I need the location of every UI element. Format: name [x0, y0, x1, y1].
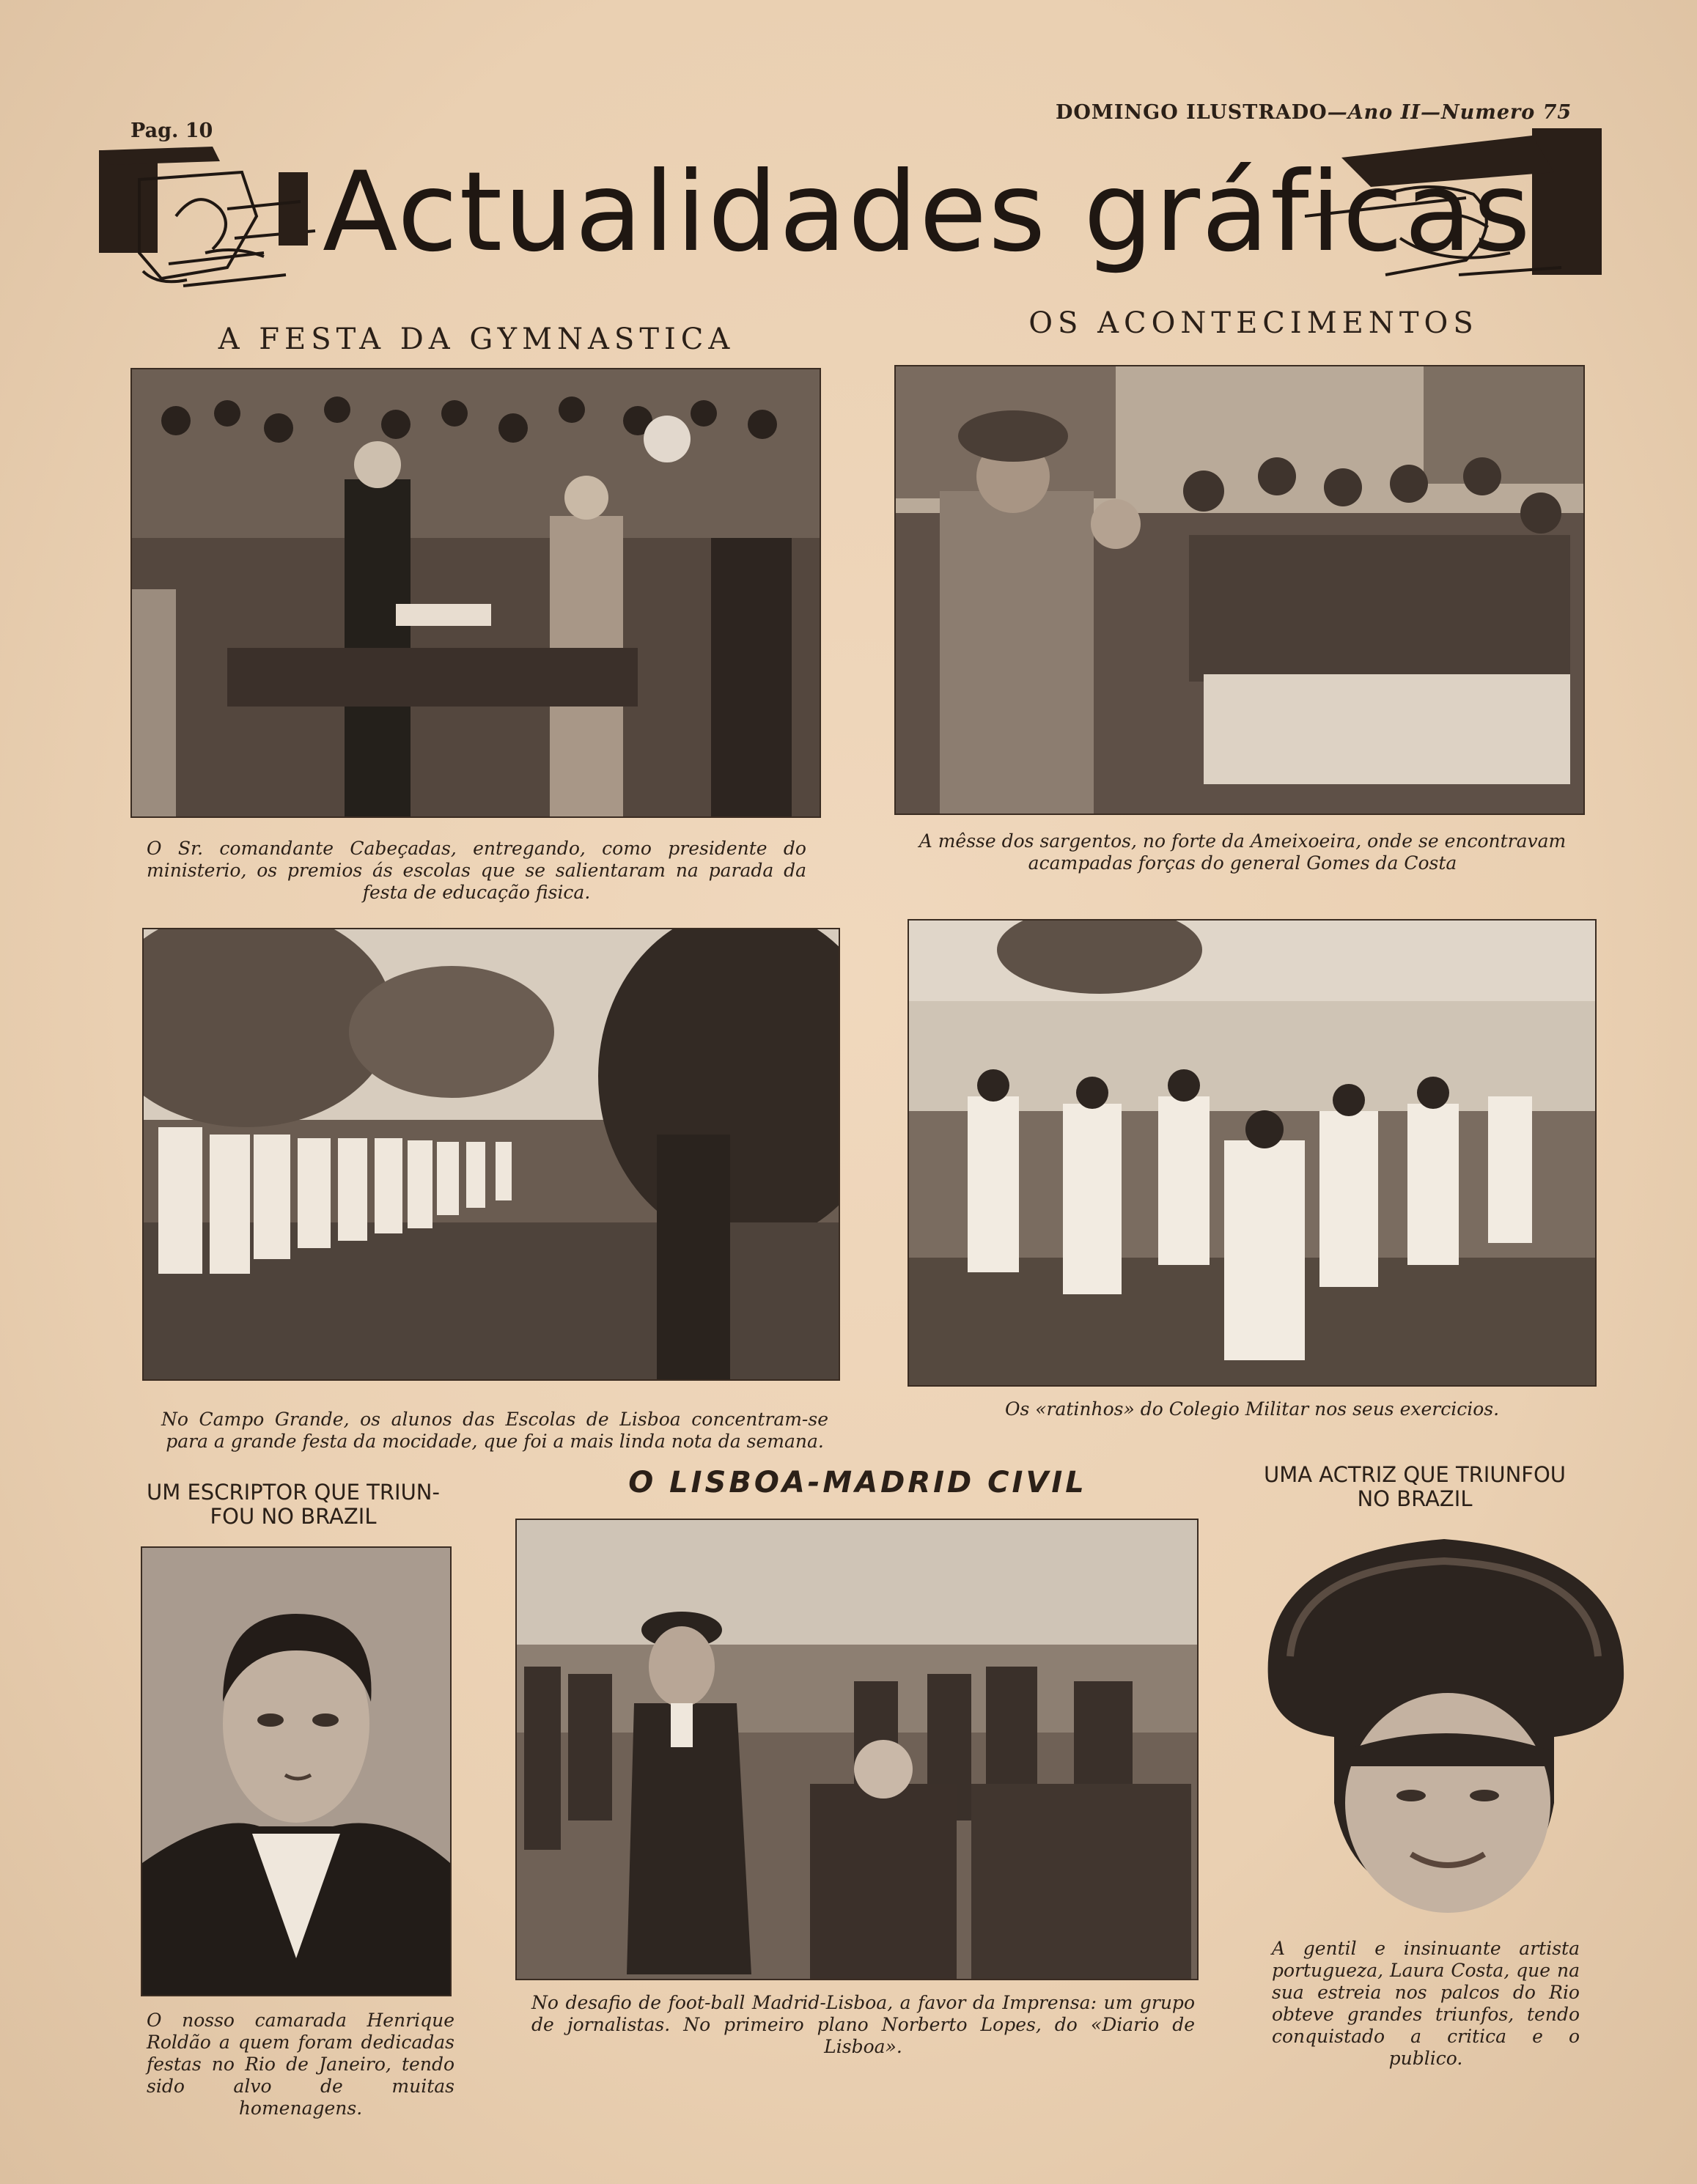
actress-head	[1232, 1463, 1598, 1511]
caption-sergeants-meal: A mêsse dos sargentos, no forte da Ameixoeira, onde se encontravam acampadas forças do general Gomes da Costa	[919, 830, 1567, 874]
photo-laura-costa	[1246, 1510, 1642, 1920]
caption-laura-costa: A gentil e insinuante artista portugueza, Laura Costa, que na sua estreia nos palcos do Rio obteve grandes triunfos, tendo conquistado a critica e o publico.	[1272, 1938, 1580, 2069]
caption-campo-grande: No Campo Grande, os alunos das Escolas de Lisboa concentram-se para a grande festa da mocidade, que foi a mais linda nota da semana.	[161, 1409, 828, 1452]
caption-henrique-roldao: O nosso camarada Henrique Roldão a quem foram dedicadas festas no Rio de Janeiro, tendo sido alvo de muitas homenagens.	[147, 2010, 454, 2119]
photo-campo-grande	[144, 929, 839, 1379]
lisboa-madrid-head: O LISBOA-MADRID CIVIL	[628, 1466, 1087, 1499]
writer-head	[132, 1480, 454, 1529]
banner-title: Actualidades gráficas	[323, 149, 1532, 276]
issue-number: —Ano II—Numero 75	[1327, 101, 1572, 124]
section-head-left: A FESTA DA GYMNASTICA	[218, 322, 735, 356]
actress-head-line2: NO BRAZIL	[1357, 1486, 1473, 1511]
caption-award-ceremony: O Sr. comandante Cabeçadas, entregando, como presidente do ministerio, os premios ás escolas que se salientaram na parada da festa de educação fisica.	[147, 838, 806, 903]
actress-head-line1: UMA ACTRIZ QUE TRIUNFOU	[1263, 1462, 1567, 1487]
caption-journalists: No desafio de foot-ball Madrid-Lisboa, a favor da Imprensa: um grupo de jornalistas. No primeiro plano Norberto Lopes, do «Diario de Lisboa».	[531, 1992, 1195, 2057]
issue-line	[1056, 101, 1583, 124]
photo-award-ceremony	[132, 369, 820, 816]
photo-sergeants-meal	[896, 366, 1583, 814]
writer-head-line1: UM ESCRIPTOR QUE TRIUN-	[147, 1480, 440, 1505]
publication-name: DOMINGO ILUSTRADO	[1056, 101, 1328, 124]
photo-henrique-roldao	[142, 1548, 450, 1995]
photo-colegio-militar	[909, 921, 1595, 1385]
photo-journalists	[517, 1520, 1197, 1979]
writer-head-line2: FOU NO BRAZIL	[210, 1504, 377, 1529]
caption-colegio-militar: Os «ratinhos» do Colegio Militar nos seus exercicios.	[1004, 1398, 1500, 1420]
section-head-right: OS ACONTECIMENTOS	[1028, 306, 1479, 340]
page-number: Pag. 10	[130, 119, 213, 142]
